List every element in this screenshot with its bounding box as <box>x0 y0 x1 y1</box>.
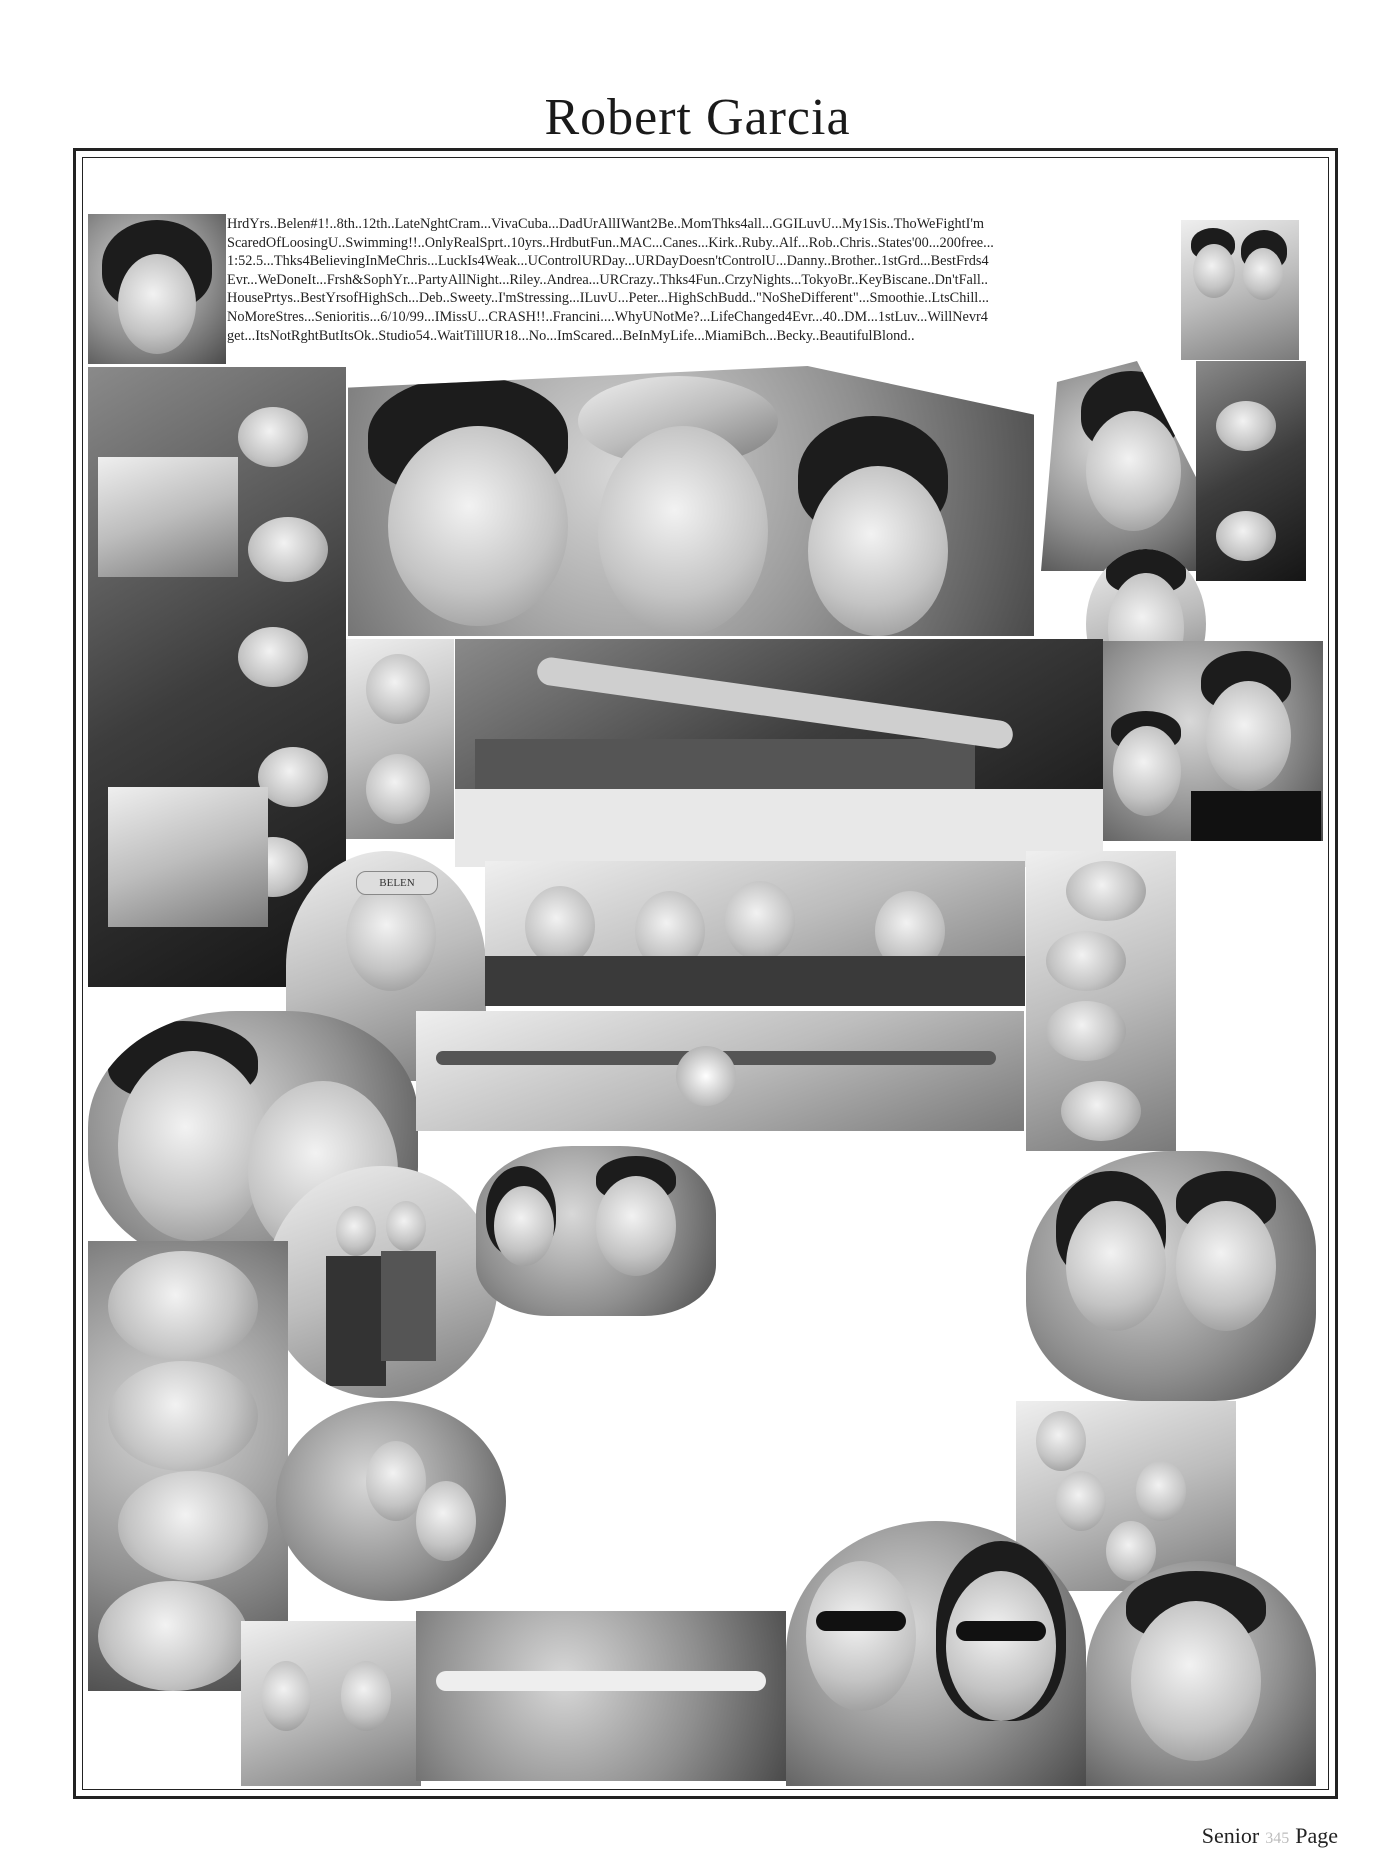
footer-suffix: Page <box>1295 1823 1338 1848</box>
tribute-text: HrdYrs..Belen#1!..8th..12th..LateNghtCram...VivaCuba...DadUrAllIWant2Be..MomThks4all...GGILuvU...My1Sis..ThoWeFightI'm ScaredOfLoosingU..Swimming!!..OnlyRealSprt..10yrs..HrdbutFun..MAC...Canes...Kirk..Ruby..Alf...Rob..Chris..States'00...200free... 1:52.5...Thks4BelievingInMeChris...LuckIs4Weak...UControlURDay...URDayDoesn'tControlU...Danny..Brother..1stGrd...BestFrds4 Evr...WeDoneIt...Frsh&SophYr...PartyAllNight...Riley..Andrea...URCrazy..Thks4Fun..CrzyNights...TokyoBr..KeyBiscane..Dn'tFall.. HousePrtys..BestYrsofHighSch...Deb..Sweety..I'mStressing...ILuvU...Peter...HighSchBudd.."NoSheDifferent"...Smoothie..LtsChill... NoMoreStres...Senioritis...6/10/99...IMissU...CRASH!!..Francini....WhyUNotMe?...LifeChanged4Evr...40..DM...1stLuv...WillNevr4 get...ItsNotRghtButItsOk..Studio54..WaitTillUR18...No...ImScared...BeInMyLife...MiamiBch...Becky..BeautifulBlond.. <box>227 216 994 344</box>
photo-girl-portrait-top-left <box>88 214 226 364</box>
cap-text: BELEN <box>356 871 438 895</box>
photo-swimmer-diving <box>455 639 1103 867</box>
photo-couple-glasses <box>476 1146 716 1316</box>
photo-two-guys-suits <box>1101 641 1323 841</box>
footer-page-number: 345 <box>1265 1830 1290 1847</box>
photo-crowns <box>241 1621 421 1786</box>
page-footer <box>1202 1823 1338 1849</box>
photo-hugging-couple <box>276 1401 506 1601</box>
page-title: Robert Garcia <box>544 89 851 146</box>
photo-guy-bottom-right <box>1086 1561 1316 1786</box>
photo-strip-right-edge <box>1196 361 1306 581</box>
photo-three-faces-center <box>348 366 1034 636</box>
photo-four-faces-right <box>1026 851 1176 1151</box>
photo-small-portraits <box>346 639 454 839</box>
footer-section: Senior <box>1201 1823 1260 1848</box>
photo-prom-couple <box>266 1166 498 1398</box>
photo-swimmer-freestyle <box>416 1611 786 1781</box>
photo-couple-right <box>1026 1151 1316 1401</box>
photo-swimmer-butterfly <box>416 1011 1024 1131</box>
photo-ski-group <box>485 861 1025 1006</box>
photo-collage <box>86 161 1325 1786</box>
photo-sunglasses-friends <box>786 1521 1086 1786</box>
photo-guy-right-top <box>1041 361 1201 571</box>
photo-couple-top-right <box>1181 220 1299 360</box>
